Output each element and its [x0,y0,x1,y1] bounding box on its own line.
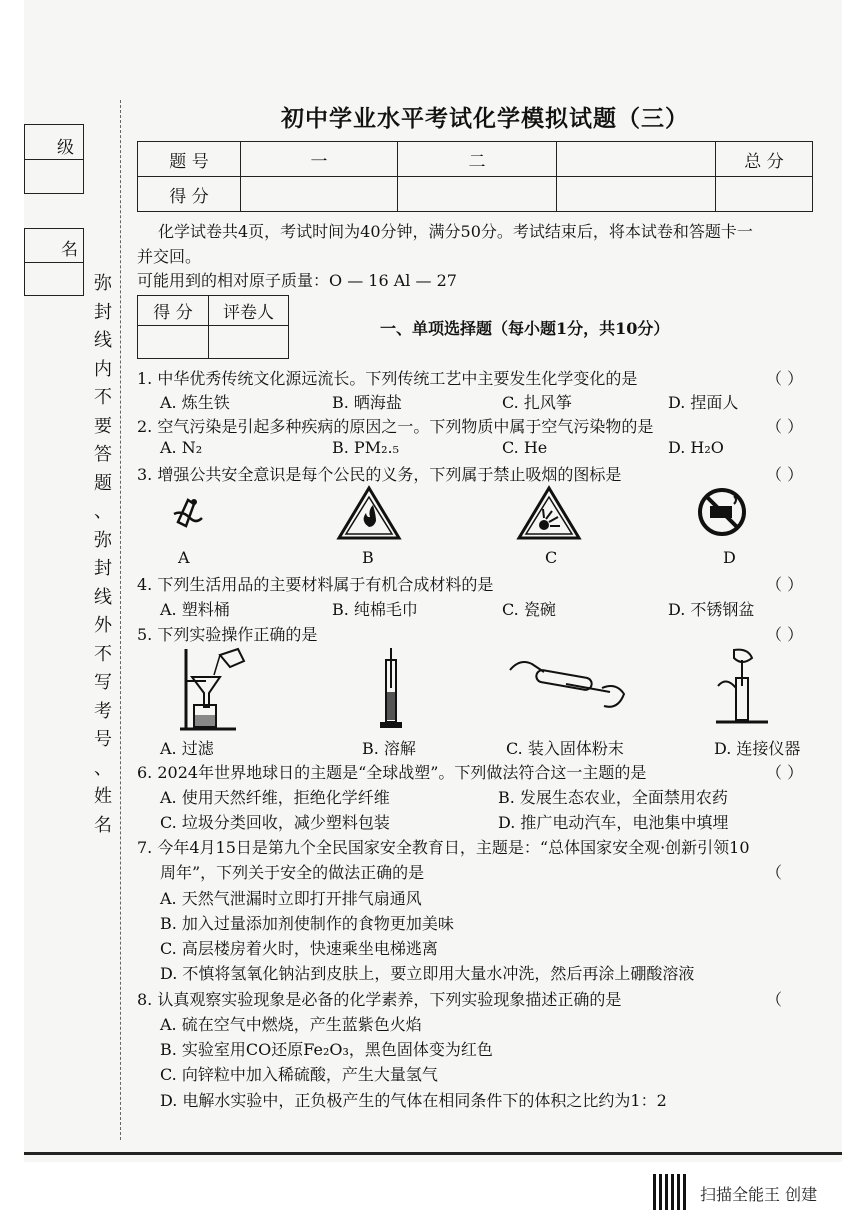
option-d: D. 电解水实验中，正负极产生的气体在相同条件下的体积之比约为1：2 [160,1091,667,1110]
option-a: A [178,548,190,567]
binding-char: 姓 [94,786,112,807]
binding-char: 弥 [94,529,112,551]
question-7-stem-continued: 周年”，下列关于安全的做法正确的是 [160,863,425,882]
option-a: A. 塑料桶 [160,600,230,619]
option-b: B. 发展生态农业，全面禁用农药 [498,788,728,807]
section-1-title: 一、单项选择题（每小题1分，共10分） [380,319,670,338]
binding-char: 、 [94,757,112,779]
flammable-warning-icon [336,485,402,541]
option-b: B [362,548,374,567]
question-1-stem: 1. 中华优秀传统文化源远流长。下列传统工艺中主要发生化学变化的是 [137,369,638,388]
answer-paren[interactable]: （ ） [766,465,804,484]
wave-hand-icon [168,492,208,538]
graduated-cylinder-icon [376,648,406,730]
binding-char: 不 [94,387,112,408]
binding-char: 线 [94,586,112,608]
option-b: B. 纯棉毛巾 [332,600,418,619]
option-c: C [545,548,558,567]
option-a: A. N₂ [160,438,203,457]
question-2-stem: 2. 空气污染是引起多种疾病的原因之一。下列物质中属于空气污染物的是 [137,417,654,436]
score-cell[interactable] [716,177,813,212]
score-header-cell: 二 [398,142,557,177]
name-box [24,228,84,296]
no-smoking-icon [696,486,748,538]
option-d: D. 不锈钢盆 [668,600,755,619]
binding-char: 封 [94,558,112,579]
score-table [137,141,813,212]
connect-apparatus-icon [712,646,772,726]
powder-loading-icon [506,654,630,716]
intro-line-1: 化学试卷共4页，考试时间为40分钟，满分50分。考试结束后，将本试卷和答题卡一 [158,222,753,241]
binding-char: 、 [94,501,112,522]
class-label: 级 [57,138,74,158]
score-header-cell: 总 分 [716,142,813,177]
option-d: D. H₂O [668,438,724,457]
option-c: C. 向锌粒中加入稀硫酸，产生大量氢气 [160,1065,438,1084]
binding-char: 考 [94,700,112,722]
exam-title: 初中学业水平考试化学模拟试题（三） [281,105,689,132]
grader-table [137,295,289,359]
answer-paren[interactable]: （ ） [766,763,804,782]
binding-char: 弥 [94,273,112,294]
grader-score-cell[interactable] [138,326,209,359]
option-b: B. 实验室用CO还原Fe₂O₃，黑色固体变为红色 [160,1040,493,1059]
option-a: A. 天然气泄漏时立即打开排气扇通风 [160,889,422,908]
option-d: D. 捏面人 [668,393,739,412]
explosive-warning-icon [516,485,582,541]
option-a: A. 硫在空气中燃烧，产生蓝紫色火焰 [160,1015,422,1034]
option-d: D. 推广电动汽车，电池集中填埋 [498,813,729,832]
option-d: D. 不慎将氢氧化钠沾到皮肤上，要立即用大量水冲洗，然后再涂上硼酸溶液 [160,964,695,983]
grader-label: 评卷人 [209,296,289,326]
answer-paren[interactable]: （ [766,990,783,1009]
answer-paren[interactable]: （ [766,863,783,882]
score-header-cell: 题 号 [138,142,241,177]
qr-code-icon [653,1174,689,1210]
binding-char: 外 [94,615,112,636]
atomic-mass-line: 可能用到的相对原子质量：O — 16 Al — 27 [137,271,457,290]
binding-char: 写 [94,672,112,693]
option-a: A. 过滤 [160,739,214,758]
binding-char: 号 [94,729,112,750]
option-d: D. 连接仪器 [714,739,801,758]
class-box [24,124,84,194]
binding-char: 封 [94,301,112,323]
grader-score-label: 得 分 [138,296,209,326]
score-header-cell [557,142,716,177]
score-row-label: 得 分 [138,177,241,212]
option-b: B. PM₂.₅ [332,438,399,457]
score-cell[interactable] [241,177,398,212]
answer-paren[interactable]: （ ） [766,575,804,594]
binding-char: 题 [94,472,112,494]
option-d: D [723,548,736,567]
page-bottom-rule [24,1152,842,1155]
option-c: C. He [502,438,548,457]
answer-paren[interactable]: （ ） [766,417,804,436]
binding-char: 答 [94,444,112,465]
grader-name-cell[interactable] [209,326,289,359]
option-c: C. 垃圾分类回收，减少塑料包装 [160,813,390,832]
option-b: B. 溶解 [362,739,416,758]
binding-char: 内 [94,358,112,380]
score-cell[interactable] [398,177,557,212]
question-4-stem: 4. 下列生活用品的主要材料属于有机合成材料的是 [137,575,494,594]
question-3-stem: 3. 增强公共安全意识是每个公民的义务，下列属于禁止吸烟的图标是 [137,465,622,484]
option-a: A. 炼生铁 [160,393,230,412]
binding-char: 要 [94,415,112,437]
score-header-cell: 一 [241,142,398,177]
question-6-stem: 6. 2024年世界地球日的主题是“全球战塑”。下列做法符合这一主题的是 [137,763,647,782]
name-label: 名 [61,240,78,260]
scanner-watermark: 扫描全能王 创建 [700,1185,818,1204]
option-c: C. 高层楼房着火时，快速乘坐电梯逃离 [160,939,438,958]
option-b: B. 晒海盐 [332,393,402,412]
answer-paren[interactable]: （ ） [766,369,804,388]
question-5-stem: 5. 下列实验操作正确的是 [137,625,318,644]
filtration-apparatus-icon [176,645,256,731]
question-7-stem: 7. 今年4月15日是第九个全民国家安全教育日，主题是：“总体国家安全观·创新引领10 [137,838,750,857]
intro-line-2: 并交回。 [137,247,202,266]
answer-paren[interactable]: （ ） [766,625,804,644]
option-c: C. 扎风筝 [502,393,572,412]
binding-char: 名 [94,814,112,836]
option-a: A. 使用天然纤维，拒绝化学纤维 [160,788,390,807]
binding-line [120,100,121,1140]
binding-char: 线 [94,330,112,351]
option-c: C. 瓷碗 [502,600,556,619]
binding-instructions [92,270,114,840]
score-cell[interactable] [557,177,716,212]
question-8-stem: 8. 认真观察实验现象是必备的化学素养，下列实验现象描述正确的是 [137,990,622,1009]
binding-char: 不 [94,643,112,665]
option-b: B. 加入过量添加剂使制作的食物更加美味 [160,914,454,933]
option-c: C. 装入固体粉末 [506,739,624,758]
